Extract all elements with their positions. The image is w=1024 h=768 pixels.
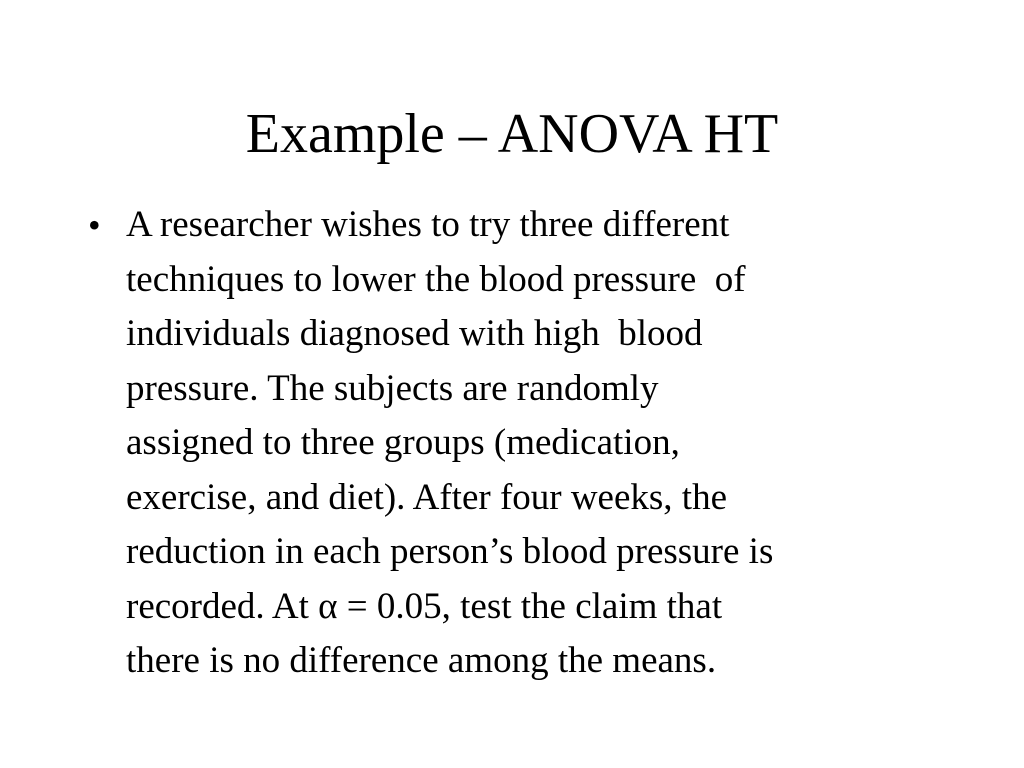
bullet-text-line: recorded. At α = 0.05, test the claim that (126, 585, 723, 627)
bullet-text-line: there is no difference among the means. (126, 640, 717, 681)
slide-title: Example – ANOVA HT (245, 103, 779, 165)
bullet-text-line: exercise, and diet). After four weeks, the (126, 476, 727, 518)
bullet-text-line: pressure. The subjects are randomly (126, 367, 659, 409)
bullet-text-line: assigned to three groups (medication, (126, 422, 680, 463)
bullet-text-line: A researcher wishes to try three different (126, 204, 730, 245)
bullet-text-line: reduction in each person’s blood pressure is (126, 531, 774, 572)
bullet-marker-icon: • (88, 205, 101, 245)
bullet-text-line: techniques to lower the blood pressure of (126, 258, 746, 300)
bullet-list (88, 198, 948, 689)
bullet-text-line: individuals diagnosed with high blood (126, 313, 703, 354)
bullet-item (88, 198, 948, 689)
